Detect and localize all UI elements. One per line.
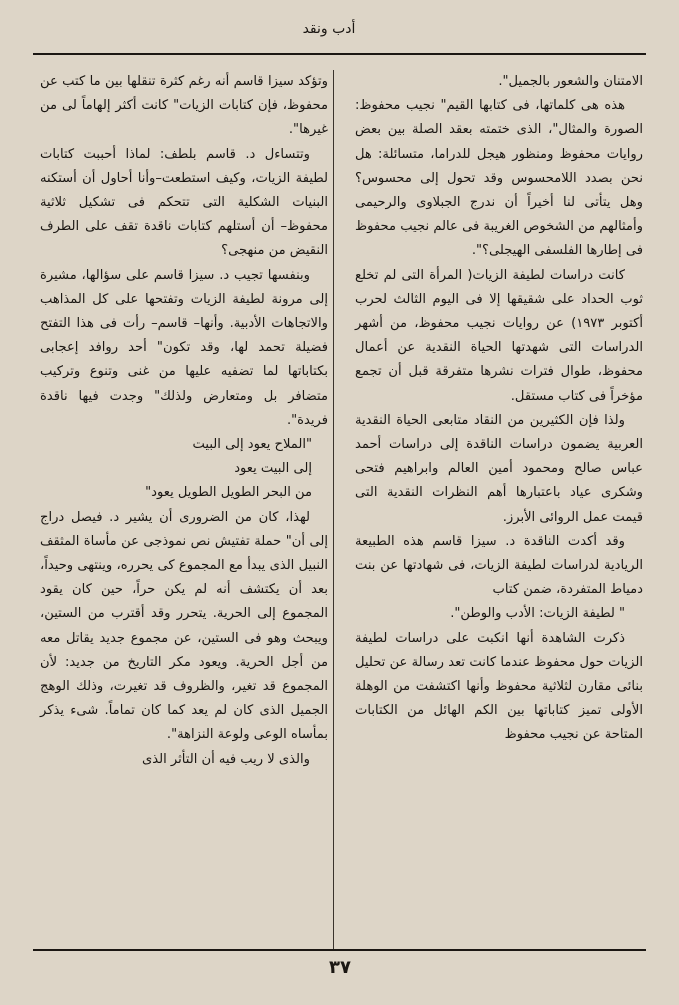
paragraph: وتؤكد سيزا قاسم أنه رغم كثرة تنقلها بين ما كتب عن محفوظ، فإن كتابات الزيات" كانت أكثر إلهاماً لى من غيرها". (40, 74, 328, 138)
paragraph: ذكرت الشاهدة أنها انكبت على دراسات لطيفة الزيات حول محفوظ عندما كانت تعد رسالة عن تحليل بنائى مقارن لثلاثية محفوظ وأنها اكتشفت من الوهلة الأولى تميز كتاباتها بين الكم الهائل من الكتابات المتاحة عن نجيب محفوظ (355, 630, 643, 743)
paragraph: وقد أكدت الناقدة د. سيزا قاسم هذه الطبيعة الريادية لدراسات لطيفة الزيات، فى شهادتها عن بنت دمياط المتفردة، ضمن كتاب (355, 533, 643, 598)
verse-line: إلى البيت يعود (234, 461, 312, 477)
left-column (40, 70, 328, 772)
paragraph: ولذا فإن الكثيرين من النقاد متابعى الحياة النقدية العربية يضمون دراسات الناقدة إلى دراسات أحمد عباس صالح ومحمود أمين العالم وابراهيم فتحى وشكرى عياد باعتبارها أهم النظرات النقدية التى قيمت عمل الروائى الأبرز. (355, 412, 643, 525)
column-divider (333, 70, 334, 950)
paragraph: والذى لا ريب فيه أن التأثر الذى (141, 751, 310, 767)
paragraph: كانت دراسات لطيفة الزيات( المرأة التى لم تخلع ثوب الحداد على شقيقها إلا فى اليوم الثالث لحرب أكتوبر ١٩٧٣) عن روايات نجيب محفوظ، من أشهر الدراسات التى شهدتها الحياة النقدية عن أعمال محفوظ، طوال فترات نشرها متفرقة قبل أن تجمع مؤخراً فى كتاب مستقل. (355, 267, 643, 404)
section-header: أدب ونقد (302, 21, 356, 37)
book-title-line: " لطيفة الزيات: الأدب والوطن". (450, 606, 625, 622)
paragraph: هذه هى كلماتها، فى كتابها القيم" نجيب محفوظ: الصورة والمثال"، الذى ختمته بعقد الصلة بين بعض روايات محفوظ ومنظور هيجل للدراما، متسائلة: هل نحن بصدد اللامحسوس وقد تحول إلى محسوس؟ وهل يتأتى لنا أخيراً أن ندرج الجبلاوى والرحيمى وأمثالهم من الشخوص الغريبة فى عالم نجيب محفوظ فى إطارها الفلسفى الهيجلى؟". (355, 98, 643, 259)
bottom-rule (33, 949, 646, 951)
paragraph: وبنفسها تجيب د. سيزا قاسم على سؤالها، مشيرة إلى مرونة لطيفة الزيات وتفتحها على كل المذاهب والاتجاهات الأدبية. وأنها– قاسم– رأت فى هذا التفتح فضيلة تحمد لها، وقد تكون" أحد روافد إعجابى بكتاباتها لما تضفيه عليها من غنى وتنوع وتركيب متضافر بل ومتعارض ولذلك" وجدت فيها ناقدة فريدة". (40, 267, 328, 428)
page-number: ٣٧ (329, 957, 351, 978)
verse-line: "الملاح يعود إلى البيت (192, 437, 312, 453)
right-column (355, 70, 643, 748)
paragraph: لهذا، كان من الضرورى أن يشير د. فيصل دراج إلى أن" حملة تفتيش نص نموذجى عن مأساة المثقف النبيل الذى يبدأ مع المجموع كى يحرره، وينتهى وحيداً، بعد أن يكتشف أنه لم يكن حراً، حين كان يقود المجموع إلى الحرية. يتحرر وقد أقترب من الستين، ويبحث وهو فى الستين، عن مجموع جديد يقاتل معه من أجل الحرية. ويعود مكر التاريخ من جديد: لأن المجموع قد تغير، والظروف قد تغيرت، وذلك الوهج الجميل الذى كان لم يعد كما كان تماماً. شىء يذكر بمأساه الوعى ولوعة النزاهة". (40, 509, 328, 743)
paragraph: الامتنان والشعور بالجميل". (498, 74, 643, 89)
verse-line: من البحر الطويل الطويل يعود" (145, 485, 312, 501)
paragraph: وتتساءل د. قاسم بلطف: لماذا أحببت كتابات لطيفة الزيات، وكيف استطعت–وأنا أحاول أن أستكنه البنيات الشكلية التى تتحكم فى تشكيل ثلاثية محفوظ– أن أستلهم كتابات ناقدة تقف على الطرف النقيض من منهجى؟ (40, 146, 328, 259)
top-rule (33, 53, 646, 55)
